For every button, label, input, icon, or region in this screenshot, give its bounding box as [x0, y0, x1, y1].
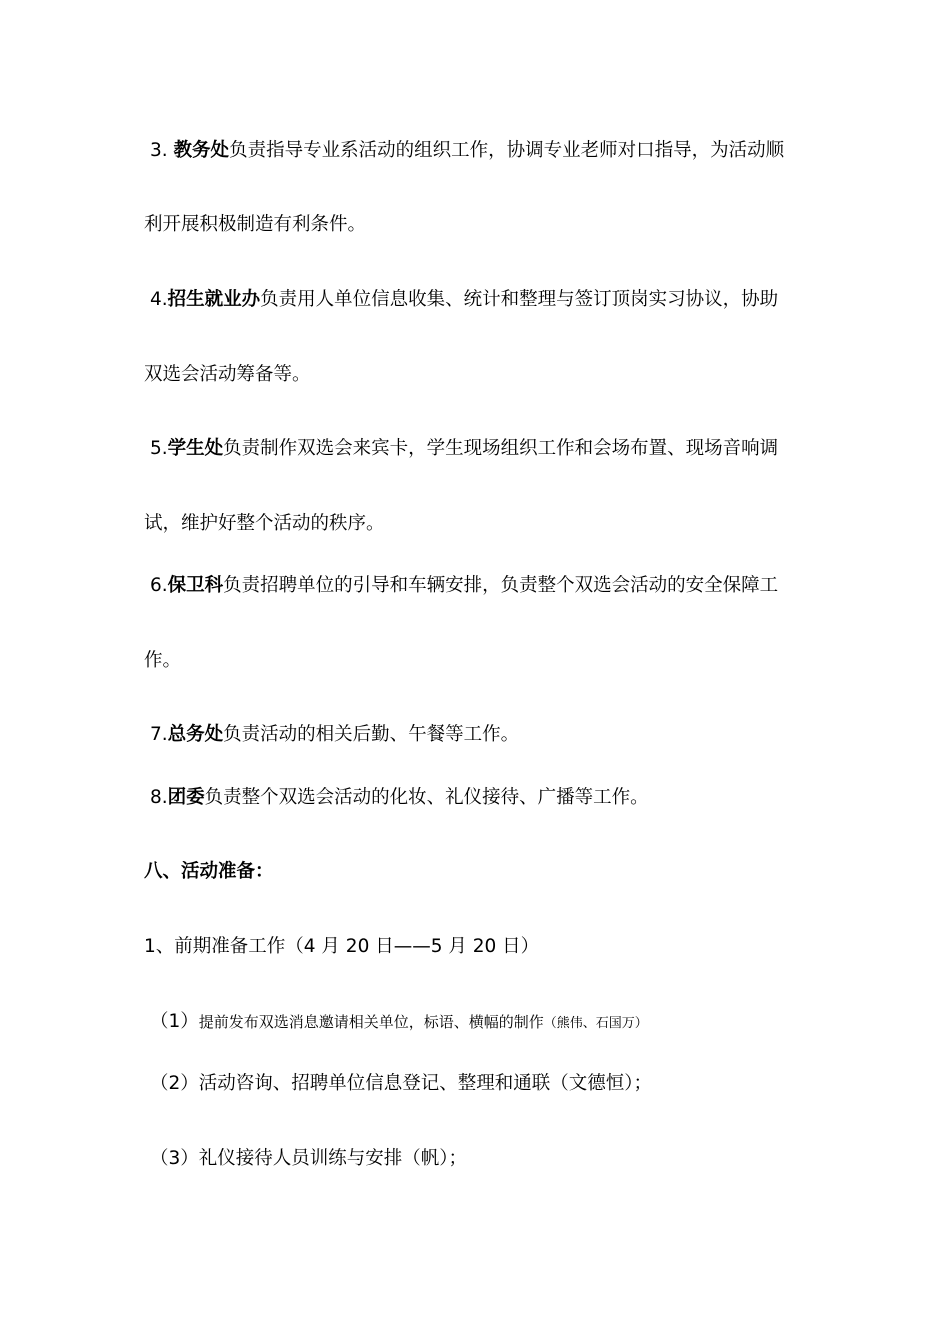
- item-number: 6.: [150, 575, 168, 596]
- item-text: 负责用人单位信息收集、统计和整理与签订顶岗实习协议，协助: [260, 289, 779, 310]
- item-number: 3.: [150, 140, 174, 161]
- item-5-line-2: 试，维护好整个活动的秩序。: [144, 513, 385, 534]
- item-3-line-1: [150, 139, 820, 163]
- task-number: （3）: [150, 1148, 199, 1169]
- task-3: [150, 1147, 820, 1171]
- item-number: 8.: [150, 787, 168, 808]
- section-heading: 八、活动准备：: [144, 861, 274, 882]
- phase-title: 1、前期准备工作（4 月 20 日——5 月 20 日）: [144, 936, 540, 957]
- task-assignee-note: （熊伟、石国万）: [543, 1016, 648, 1031]
- item-text: 负责招聘单位的引导和车辆安排，负责整个双选会活动的安全保障工: [223, 575, 779, 596]
- department-name: 保卫科: [167, 575, 224, 596]
- task-text: 活动咨询、招聘单位信息登记、整理和通联（文德恒）；: [198, 1073, 653, 1094]
- item-8-line-1: [150, 786, 820, 810]
- item-text: 负责制作双选会来宾卡，学生现场组织工作和会场布置、现场音响调: [223, 438, 779, 459]
- department-name: 总务处: [167, 724, 224, 745]
- department-name: 学生处: [167, 438, 224, 459]
- item-5-line-1: [150, 437, 820, 461]
- task-text: 礼仪接待人员训练与安排（帆）；: [198, 1148, 468, 1169]
- task-number: （2）: [150, 1073, 199, 1094]
- item-number: 5.: [150, 438, 168, 459]
- item-number: 4.: [150, 289, 168, 310]
- department-name: 教务处: [173, 140, 230, 161]
- item-4-line-1: [150, 288, 820, 312]
- item-7-line-1: [150, 723, 820, 747]
- item-number: 7.: [150, 724, 168, 745]
- item-6-line-2: 作。: [144, 650, 182, 671]
- department-name: 团委: [167, 787, 205, 808]
- department-name: 招生就业办: [167, 289, 261, 310]
- task-2: [150, 1072, 820, 1096]
- task-1: [150, 1010, 820, 1036]
- item-text: 负责指导专业系活动的组织工作，协调专业老师对口指导，为活动顺: [229, 140, 785, 161]
- task-number: （1）: [150, 1011, 199, 1032]
- item-6-line-1: [150, 574, 820, 598]
- item-text: 负责活动的相关后勤、午餐等工作。: [223, 724, 520, 745]
- item-text: 负责整个双选会活动的化妆、礼仪接待、广播等工作。: [204, 787, 649, 808]
- task-text: 提前发布双选消息邀请相关单位，标语、横幅的制作: [198, 1013, 544, 1031]
- item-4-line-2: 双选会活动筹备等。: [144, 364, 311, 385]
- item-3-line-2: 利开展积极制造有利条件。: [144, 214, 367, 235]
